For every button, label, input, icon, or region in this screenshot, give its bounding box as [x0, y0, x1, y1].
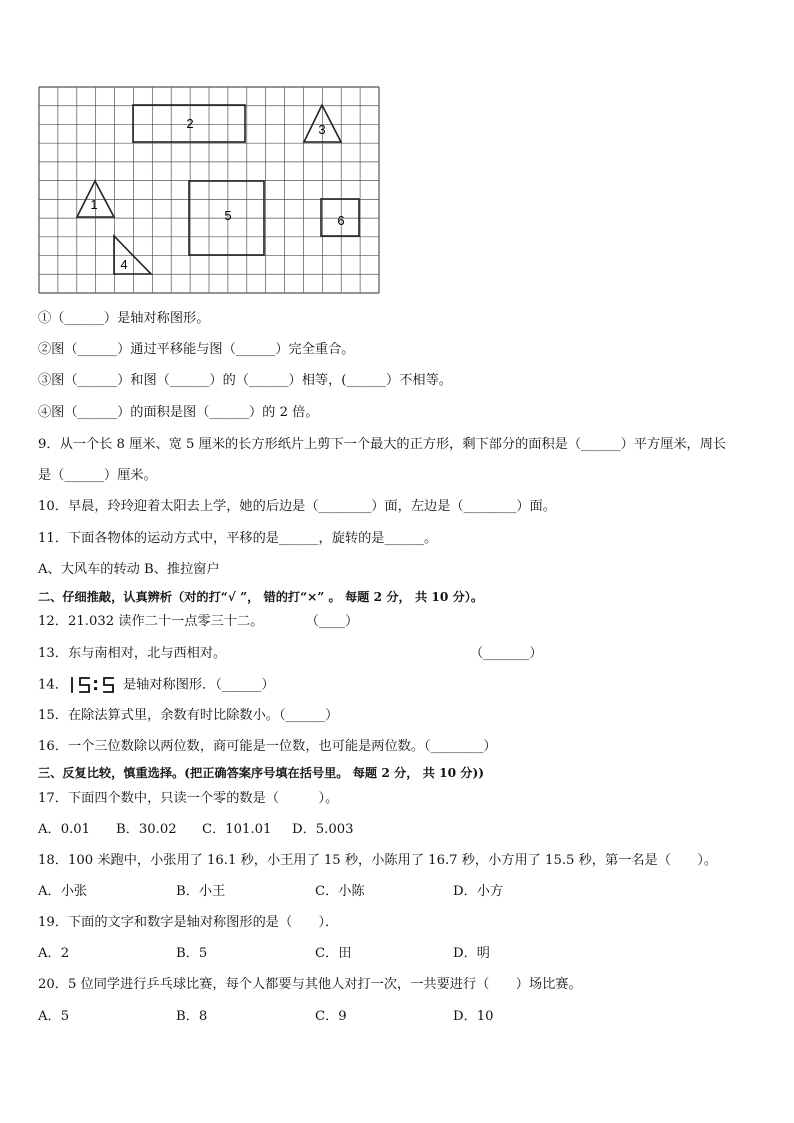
- digital-display-svg: [68, 676, 123, 694]
- sub-question-2: ②图（______）通过平移能与图（______）完全重合。: [38, 342, 355, 357]
- q17-option-d: D．5.003: [292, 822, 354, 837]
- q17-option-b: B．30.02: [116, 822, 177, 837]
- shape-label-3: 3: [318, 122, 326, 137]
- q18-option-d: D．小方: [453, 884, 504, 899]
- grid-figure: [38, 86, 380, 294]
- question-14: [38, 676, 275, 695]
- question-9-line1: 9．从一个长 8 厘米、宽 5 厘米的长方形纸片上剪下一个最大的正方形，剩下部分的面积是（______）平方厘米，周长: [38, 437, 727, 452]
- section-2-heading: 二、仔细推敲，认真辨析（对的打“√ ”， 错的打“×” 。 每题 2 分， 共 10 分）。: [38, 590, 484, 604]
- question-13-text: 13．东与南相对，北与西相对。: [38, 646, 227, 661]
- question-14-suffix: 是轴对称图形．（______）: [122, 677, 275, 693]
- question-13-blank: （_______）: [470, 646, 543, 661]
- sub-question-1: ①（______）是轴对称图形。: [38, 311, 210, 326]
- q18-option-c: C．小陈: [315, 884, 365, 899]
- q19-option-c: C．田: [315, 946, 352, 961]
- sub-question-4: ④图（______）的面积是图（______）的 2 倍。: [38, 405, 319, 420]
- question-17: 17．下面四个数中，只读一个零的数是（ ）。: [38, 791, 339, 806]
- q17-option-a: A．0.01: [38, 822, 91, 837]
- question-19: 19．下面的文字和数字是轴对称图形的是（ ）．: [38, 915, 339, 930]
- digital-clock-display: [68, 676, 123, 694]
- question-12-text: 12．21.032 读作二十一点零三十二。: [38, 614, 264, 629]
- q18-option-b: B．小王: [176, 884, 226, 899]
- question-20: 20．5 位同学进行乒乓球比赛，每个人都要与其他人对打一次，一共要进行（ ）场比赛。: [38, 977, 582, 992]
- question-18: 18．100 米跑中，小张用了 16.1 秒，小王用了 15 秒，小陈用了 16.7 秒，小方用了 15.5 秒，第一名是（ ）。: [38, 853, 718, 868]
- question-15: 15．在除法算式里，余数有时比除数小。（______）: [38, 708, 339, 723]
- q19-option-b: B．5: [176, 946, 208, 961]
- question-10: 10．早晨，玲玲迎着太阳去上学，她的后边是（________）面，左边是（________）面。: [38, 499, 556, 514]
- question-17-options: [38, 821, 354, 839]
- shape-label-1: 1: [90, 197, 98, 212]
- question-13: [38, 645, 543, 663]
- q20-option-b: B．8: [176, 1009, 208, 1024]
- shape-label-6: 6: [337, 213, 345, 228]
- q17-option-c: C．101.01: [202, 822, 272, 837]
- question-16: 16．一个三位数除以两位数，商可能是一位数，也可能是两位数。（________）: [38, 739, 497, 754]
- question-9-line2: 是（______）厘米。: [38, 468, 157, 483]
- question-11-options: A、大风车的转动 B、推拉窗户: [38, 562, 220, 577]
- q20-option-a: A．5: [38, 1009, 70, 1024]
- q19-option-a: A．2: [38, 946, 70, 961]
- section-3-heading: 三、反复比较，慎重选择。(把正确答案序号填在括号里。 每题 2 分， 共 10 分)): [38, 766, 485, 780]
- question-12: [38, 613, 358, 631]
- shape-label-2: 2: [186, 116, 194, 131]
- question-19-options: [38, 945, 490, 963]
- shape-label-4: 4: [120, 257, 128, 272]
- question-14-prefix: 14．: [38, 677, 68, 693]
- question-12-blank: （____）: [305, 614, 359, 629]
- question-18-options: [38, 883, 503, 901]
- grid-svg: [38, 86, 380, 294]
- q18-option-a: A．小张: [38, 884, 88, 899]
- q20-option-d: D．10: [453, 1009, 494, 1024]
- question-11: 11．下面各物体的运动方式中，平移的是______，旋转的是______。: [38, 531, 438, 546]
- shape-label-5: 5: [224, 208, 232, 223]
- question-20-options: [38, 1008, 494, 1026]
- q19-option-d: D．明: [453, 946, 490, 961]
- q20-option-c: C．9: [315, 1009, 347, 1024]
- sub-question-3: ③图（______）和图（______）的（______）相等，(______）不相等。: [38, 373, 452, 388]
